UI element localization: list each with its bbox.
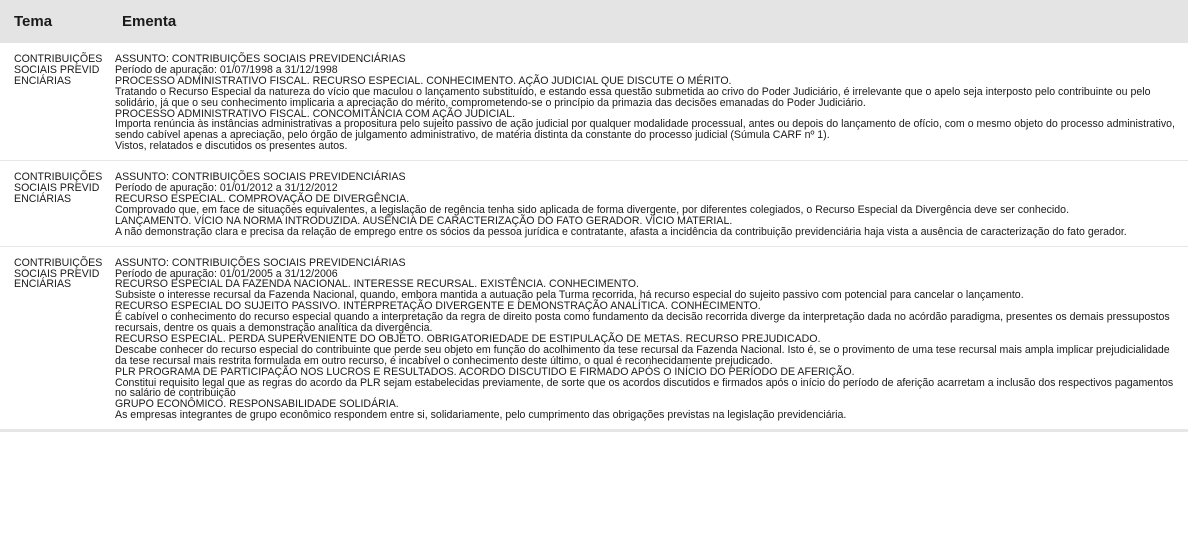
ementa-line: PROCESSO ADMINISTRATIVO FISCAL. CONCOMITÂNCIA COM AÇÃO JUDICIAL. [115, 107, 516, 120]
ementa-cell [108, 161, 1188, 246]
ementa-line: Descabe conhecer do recurso especial do contribuinte que perde seu objeto em função do acolhimento da tese recursal da Fazenda Nacional. Isto é, se o provimento de uma tese recursal mais ampla implicar prejudicialidade da tese recursal mais restrita formulada em outro recurso, é incabível o conhecimento deste último, o qual é reconhecidamente prejudicado. [115, 343, 1170, 367]
ementa-line: PLR PROGRAMA DE PARTICIPAÇÃO NOS LUCROS E RESULTADOS. ACORDO DISCUTIDO E FIRMADO APÓS O INÍCIO DO PERÍODO DE AFERIÇÃO. [115, 365, 855, 378]
column-header-ementa: Ementa [122, 13, 177, 30]
ementa-line: Período de apuração: 01/07/1998 a 31/12/1998 [115, 63, 338, 76]
ementa-line: ASSUNTO: CONTRIBUIÇÕES SOCIAIS PREVIDENCIÁRIAS [115, 53, 406, 65]
ementa-line: ASSUNTO: CONTRIBUIÇÕES SOCIAIS PREVIDENCIÁRIAS [115, 256, 406, 269]
table-row [0, 161, 1188, 246]
ementa-line: A não demonstração clara e precisa da relação de emprego entre os sócios da pessoa jurídica e contratante, afasta a incidência da contribuição previdenciária haja vista a ausência de caracterização do fato gerador. [115, 225, 1127, 238]
ementa-line: Subsiste o interesse recursal da Fazenda Nacional, quando, embora mantida a autuação pela Turma recorrida, há recurso especial do sujeito passivo com potencial para cancelar o lançamento. [115, 289, 1024, 302]
table-header-row [0, 0, 1188, 43]
ementa-line: PROCESSO ADMINISTRATIVO FISCAL. RECURSO ESPECIAL. CONHECIMENTO. AÇÃO JUDICIAL QUE DISCUTE O MÉRITO. [115, 74, 732, 87]
ementa-line: É cabível o conhecimento do recurso especial quando a interpretação da regra de direito posta como fundamento da decisão recorrida diverge da interpretação dada no acórdão paradigma, presentes os demais pressupostos recursais, dentre os quais a demonstração analítica da divergência. [115, 311, 1170, 335]
table-row [0, 43, 1188, 161]
ementa-line: Tratando o Recurso Especial da natureza do vício que maculou o lançamento substituído, e estando essa questão submetida ao crivo do Poder Judiciário, é irrelevante que o apelo seja interposto pelo contribuinte ou pelo solidário, já que o seu conhecimento implicaria a apreciação do mérito, comprometendo-se o princípio da primazia das decisões emanadas do Poder Judiciário. [115, 85, 1151, 109]
ementa-cell [108, 43, 1188, 161]
ementa-line: LANÇAMENTO. VÍCIO NA NORMA INTRODUZIDA. AUSÊNCIA DE CARACTERIZAÇÃO DO FATO GERADOR. VÍCIO MATERIAL. [115, 214, 733, 227]
tema-cell: CONTRIBUIÇÕES SOCIAIS PREVIDENCIÁRIAS [0, 246, 108, 431]
ementa-line: RECURSO ESPECIAL DO SUJEITO PASSIVO. INTERPRETAÇÃO DIVERGENTE E DEMONSTRAÇÃO ANALÍTICA. CONHECIMENTO. [115, 300, 761, 313]
ementa-line: Importa renúncia às instâncias administrativas a propositura pelo sujeito passivo de ação judicial por qualquer modalidade processual, antes ou depois do lançamento de ofício, com o mesmo objeto do processo administrativo, sendo cabível apenas a apreciação, pelo órgão de julgamento administrativo, de matéria distinta da constante do processo judicial (Súmula CARF nº 1). [115, 118, 1175, 142]
ementa-line: RECURSO ESPECIAL. COMPROVAÇÃO DE DIVERGÊNCIA. [115, 192, 410, 205]
table-row [0, 246, 1188, 431]
ementa-line: RECURSO ESPECIAL. PERDA SUPERVENIENTE DO OBJETO. OBRIGATORIEDADE DE ESTIPULAÇÃO DE METAS. RECURSO PREJUDICADO. [115, 332, 821, 345]
ementa-line: Comprovado que, em face de situações equivalentes, a legislação de regência tenha sido aplicada de forma divergente, por diferentes colegiados, o Recurso Especial da Divergência deve ser conhecido. [115, 203, 1070, 216]
ementa-line: ASSUNTO: CONTRIBUIÇÕES SOCIAIS PREVIDENCIÁRIAS [115, 171, 406, 184]
ementa-line: As empresas integrantes de grupo econômico respondem entre si, solidariamente, pelo cumprimento das obrigações previstas na legislação previdenciária. [115, 409, 847, 422]
ementa-cell [108, 246, 1188, 431]
tema-cell: CONTRIBUIÇÕES SOCIAIS PREVIDENCIÁRIAS [0, 43, 108, 161]
column-header-tema: Tema [14, 13, 53, 30]
ementa-line: Constitui requisito legal que as regras do acordo da PLR sejam estabelecidas previamente, de sorte que os acordos discutidos e firmados após o início do período de aferição acarretam a inclusão dos respectivos pagamentos no salário de contribuição [115, 376, 1174, 400]
ementa-line: Período de apuração: 01/01/2005 a 31/12/2006 [115, 267, 338, 280]
ementa-line: Período de apuração: 01/01/2012 a 31/12/2012 [115, 182, 338, 195]
ementa-line: GRUPO ECONÔMICO. RESPONSABILIDADE SOLIDÁRIA. [115, 398, 399, 411]
tema-cell: CONTRIBUIÇÕES SOCIAIS PREVIDENCIÁRIAS [0, 161, 108, 246]
ementa-line: RECURSO ESPECIAL DA FAZENDA NACIONAL. INTERESSE RECURSAL. EXISTÊNCIA. CONHECIMENTO. [115, 278, 639, 291]
ementa-line: Vistos, relatados e discutidos os presentes autos. [115, 140, 348, 153]
